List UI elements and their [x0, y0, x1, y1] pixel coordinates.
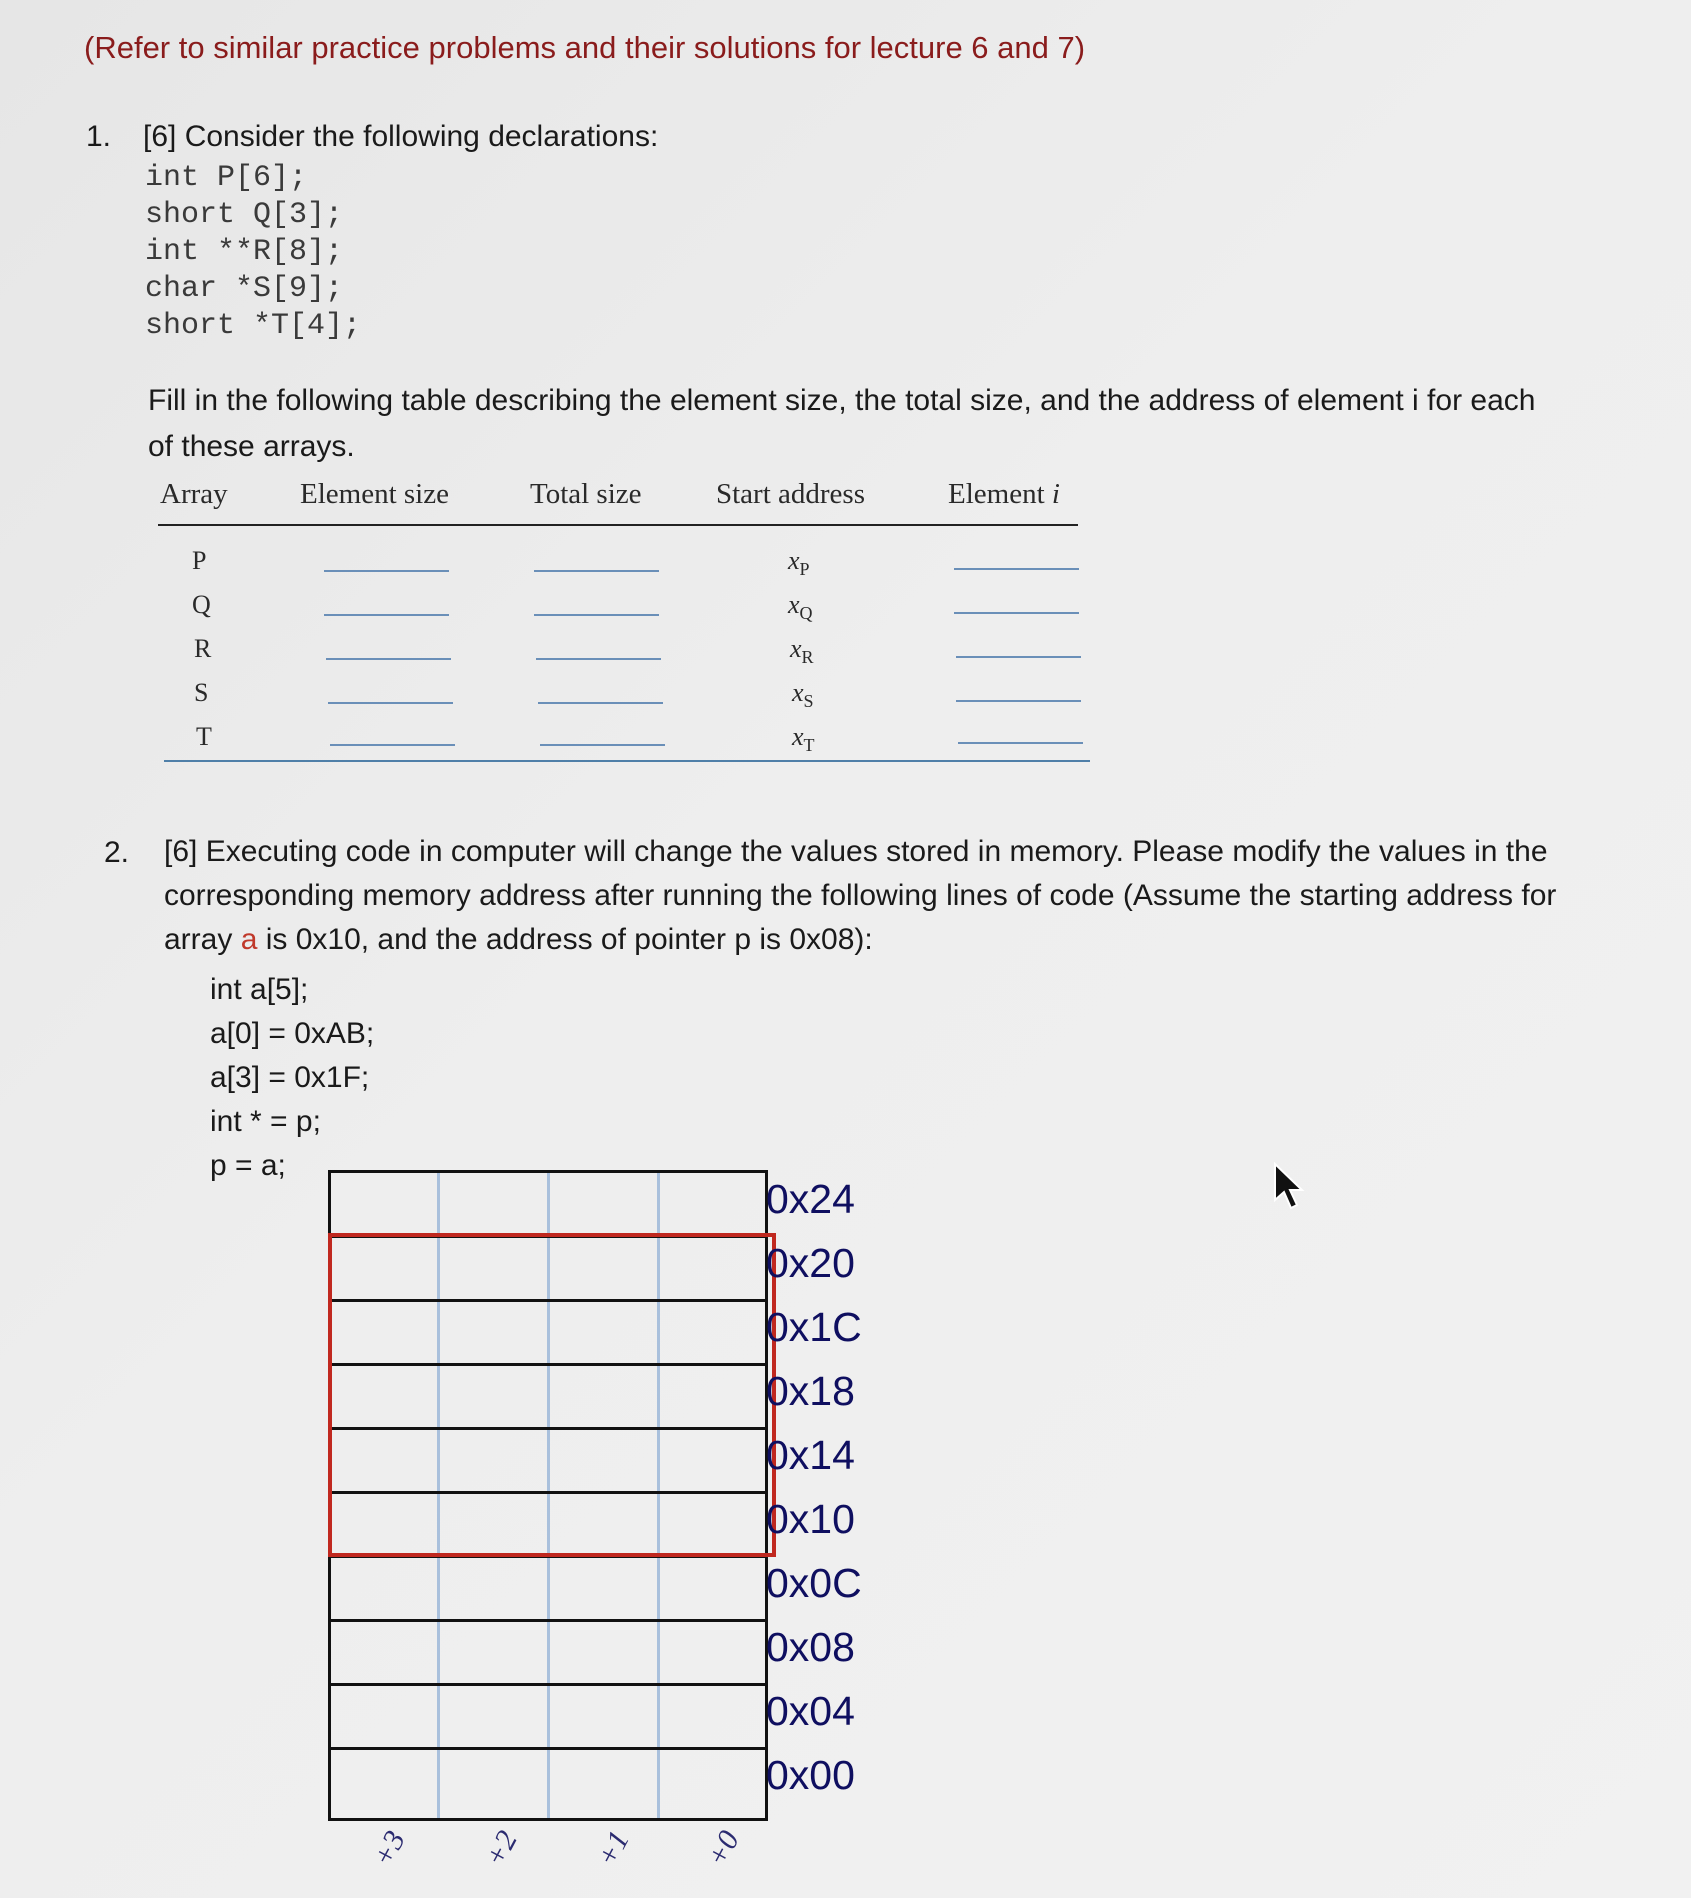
address-label: 0x20: [766, 1240, 855, 1286]
element-size-blank[interactable]: [328, 702, 453, 704]
element-i-blank[interactable]: [956, 656, 1081, 658]
total-size-blank[interactable]: [534, 614, 659, 616]
element-i-blank[interactable]: [958, 742, 1083, 744]
start-address: $x_S$: [792, 678, 814, 712]
element-size-blank[interactable]: [324, 570, 449, 572]
address-label: 0x08: [766, 1624, 855, 1670]
address-label: 0x0C: [766, 1560, 862, 1606]
declaration-line: short Q[3];: [145, 198, 344, 232]
code-line: int * = p;: [210, 1105, 321, 1138]
memory-grid[interactable]: [328, 1170, 768, 1821]
row-label: S: [194, 678, 209, 707]
header-array: Array: [160, 478, 228, 510]
element-size-blank[interactable]: [330, 744, 455, 746]
code-line: a[0] = 0xAB;: [210, 1017, 375, 1050]
header-start-address: Start address: [716, 478, 865, 510]
q1-title: [6] Consider the following declarations:: [143, 120, 659, 153]
q2-number: 2.: [104, 836, 130, 869]
q2-text: [6] Executing code in computer will change the values stored in memory. Please modify the values in the corresponding memory address after running the following lines of code (Assume the starting address for array a is 0x10, and the address of pointer p is 0x08):: [164, 835, 1557, 956]
start-address: $x_Q$: [788, 590, 813, 624]
code-line: int a[5];: [210, 973, 309, 1006]
address-label: 0x00: [766, 1752, 855, 1798]
address-label: 0x10: [766, 1496, 855, 1542]
header-rule: [158, 524, 1078, 526]
row-divider: [331, 1619, 765, 1622]
row-label: R: [194, 634, 212, 663]
header-element-size: Element size: [300, 478, 449, 510]
byte-offset-label: +2: [478, 1825, 525, 1873]
element-i-blank[interactable]: [954, 612, 1079, 614]
mouse-pointer-icon: [1272, 1162, 1306, 1217]
table-bottom-rule: [164, 760, 1090, 762]
address-label: 0x1C: [766, 1304, 862, 1350]
row-divider: [331, 1747, 765, 1750]
element-size-blank[interactable]: [326, 658, 451, 660]
declaration-line: short *T[4];: [145, 309, 362, 343]
start-address: $x_R$: [790, 634, 814, 668]
element-i-blank[interactable]: [954, 568, 1079, 570]
declaration-line: int **R[8];: [145, 235, 344, 269]
code-line: p = a;: [210, 1149, 286, 1182]
total-size-blank[interactable]: [534, 570, 659, 572]
q1-number: 1.: [86, 120, 112, 153]
byte-offset-label: +3: [366, 1825, 413, 1873]
element-size-blank[interactable]: [324, 614, 449, 616]
total-size-blank[interactable]: [538, 702, 663, 704]
start-address: $x_T$: [792, 722, 815, 756]
header-total-size: Total size: [530, 478, 642, 510]
array-a-highlight: [328, 1233, 776, 1557]
row-divider: [331, 1683, 765, 1686]
total-size-blank[interactable]: [536, 658, 661, 660]
q1-instructions: Fill in the following table describing the element size, the total size, and the address of element i for each of these arrays.: [148, 384, 1536, 463]
address-label: 0x24: [766, 1176, 855, 1222]
address-label: 0x04: [766, 1688, 855, 1734]
row-label: Q: [192, 590, 211, 619]
address-label: 0x14: [766, 1432, 855, 1478]
header-element-i: Element i: [948, 478, 1060, 510]
declaration-line: char *S[9];: [145, 272, 344, 306]
code-line: a[3] = 0x1F;: [210, 1061, 370, 1094]
address-label: 0x18: [766, 1368, 855, 1414]
total-size-blank[interactable]: [540, 744, 665, 746]
byte-offset-label: +1: [590, 1825, 637, 1873]
byte-offset-label: +0: [700, 1825, 747, 1873]
row-label: P: [192, 546, 207, 575]
row-label: T: [196, 722, 212, 751]
start-address: $x_P$: [788, 546, 810, 580]
element-i-blank[interactable]: [956, 700, 1081, 702]
header-note: (Refer to similar practice problems and their solutions for lecture 6 and 7): [84, 30, 1086, 65]
declaration-line: int P[6];: [145, 161, 308, 195]
